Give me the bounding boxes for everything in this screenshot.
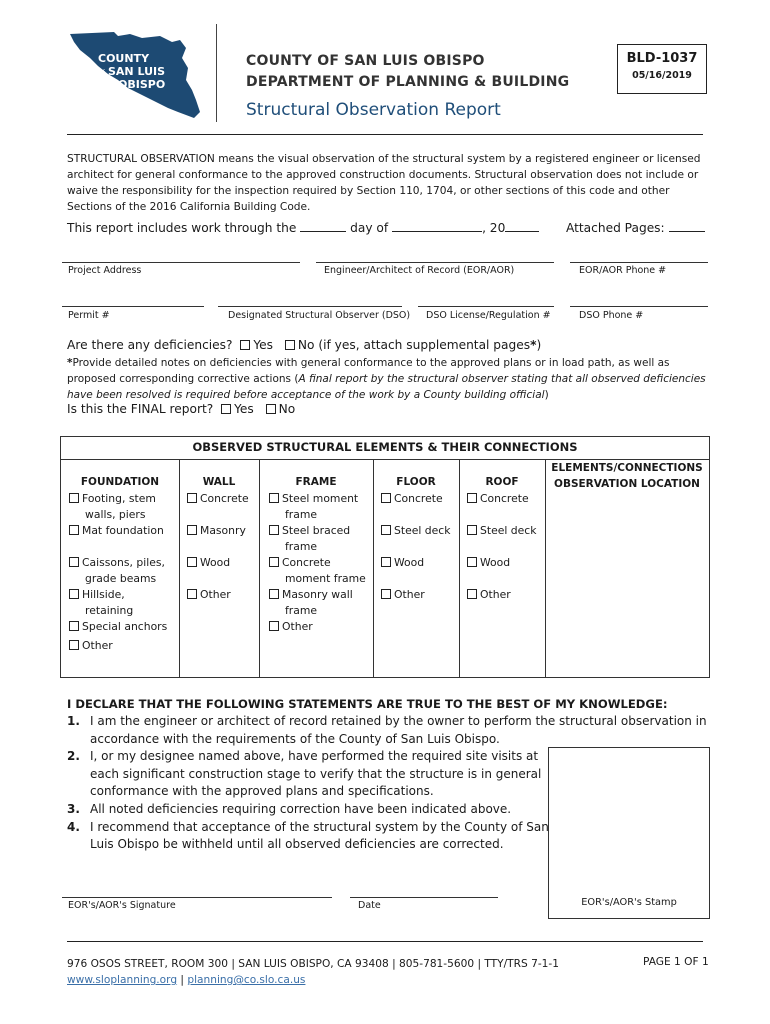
floor-concrete[interactable] xyxy=(381,491,451,507)
form-number: BLD-1037 xyxy=(626,51,698,66)
wall-other[interactable] xyxy=(187,587,249,603)
checkbox[interactable] xyxy=(467,493,477,503)
dso-label: Designated Structural Observer (DSO) xyxy=(228,310,411,321)
website-link[interactable]: www.sloplanning.org xyxy=(67,974,178,986)
footer-links xyxy=(67,972,559,988)
department-name: DEPARTMENT OF PLANNING & BUILDING xyxy=(246,74,570,90)
wall-concrete[interactable] xyxy=(187,491,249,507)
checkbox[interactable] xyxy=(69,589,79,599)
eor-stamp-box[interactable] xyxy=(548,747,710,919)
spacer xyxy=(187,571,249,587)
county-name: COUNTY OF SAN LUIS OBISPO xyxy=(246,53,485,69)
eor-aor-field[interactable] xyxy=(316,262,554,263)
foundation-other[interactable] xyxy=(69,638,167,654)
logo-text-of: of xyxy=(98,69,105,77)
item-text: Luis Obispo be withheld until all observed deficiencies are corrected. xyxy=(90,837,504,852)
spacer xyxy=(467,539,537,555)
declaration-item-1 xyxy=(67,713,707,748)
foundation-special-label: Special anchors xyxy=(82,620,168,633)
roof-concrete-label: Concrete xyxy=(480,492,529,505)
spacer xyxy=(69,539,167,555)
checkbox[interactable] xyxy=(269,589,279,599)
form-date: 05/16/2019 xyxy=(632,70,692,81)
roof-concrete[interactable] xyxy=(467,491,537,507)
checkbox[interactable] xyxy=(187,493,197,503)
final-no-label: No xyxy=(278,402,296,416)
roof-steel-deck-label: Steel deck xyxy=(480,524,537,537)
item-text: each significant construction stage to verify that the structure is in general xyxy=(90,766,542,781)
checkbox[interactable] xyxy=(269,557,279,567)
item-number: 4. xyxy=(67,819,80,834)
roof-wood[interactable] xyxy=(467,555,537,571)
project-address-label: Project Address xyxy=(68,265,142,276)
item-text: I am the engineer or architect of record retained by the owner to perform the structural observation in xyxy=(90,714,707,728)
permit-label: Permit # xyxy=(68,310,110,321)
floor-other[interactable] xyxy=(381,587,451,603)
intro-paragraph: STRUCTURAL OBSERVATION means the visual observation of the structural system by a registered engineer or licensed architect for general conformance to the approved construction documents. Structural observation does not include or waive the responsibility for the inspection required by Section 110, 1704, or other sections of this code and other Sections of the 2016 California Building Code. xyxy=(67,153,701,213)
report-text-1: This report includes work through the xyxy=(67,221,297,235)
wall-wood-label: Wood xyxy=(200,556,231,569)
col-divider-2 xyxy=(259,459,260,677)
final-report-question xyxy=(67,402,295,416)
report-text-3: , 20 xyxy=(482,221,506,235)
frame-concrete-moment-label-2: moment frame xyxy=(285,572,366,585)
header-floor: FLOOR xyxy=(396,476,436,488)
frame-masonry-wall-label-2: frame xyxy=(285,604,318,617)
floor-column xyxy=(381,491,451,603)
foundation-hillside-label: Hillside, xyxy=(82,588,125,601)
report-text-2: day of xyxy=(350,221,389,235)
spacer xyxy=(381,507,451,523)
dso-license-field[interactable] xyxy=(418,306,554,307)
spacer xyxy=(467,507,537,523)
declaration-title: I DECLARE THAT THE FOLLOWING STATEMENTS ARE TRUE TO THE BEST OF MY KNOWLEDGE: xyxy=(67,697,668,711)
deficiencies-no-label: No (if yes, attach supplemental pages xyxy=(297,338,531,352)
page-title: Structural Observation Report xyxy=(246,100,501,120)
floor-steel-deck[interactable] xyxy=(381,523,451,539)
header-location-1: ELEMENTS/CONNECTIONS xyxy=(551,462,703,474)
roof-wood-label: Wood xyxy=(480,556,511,569)
county-logo xyxy=(68,28,202,120)
roof-other-label: Other xyxy=(480,588,511,601)
checkbox[interactable] xyxy=(187,525,197,535)
date-label: Date xyxy=(358,900,381,911)
roof-steel-deck[interactable] xyxy=(467,523,537,539)
foundation-column xyxy=(69,491,167,654)
header-location-2: OBSERVATION LOCATION xyxy=(554,478,700,490)
final-report-label: Is this the FINAL report? xyxy=(67,402,214,416)
attached-label: Attached Pages: xyxy=(566,221,665,235)
foundation-mat-label: Mat foundation xyxy=(82,524,164,537)
foundation-footing[interactable] xyxy=(69,491,167,507)
spacer xyxy=(381,571,451,587)
floor-other-label: Other xyxy=(394,588,425,601)
item-text: accordance with the requirements of the County of San Luis Obispo. xyxy=(90,731,500,746)
foundation-footing-label: Footing, stem xyxy=(82,492,156,505)
footer-rule xyxy=(67,941,703,942)
table-title: OBSERVED STRUCTURAL ELEMENTS & THEIR CONNECTIONS xyxy=(192,440,578,454)
spacer xyxy=(467,571,537,587)
permit-field[interactable] xyxy=(62,306,204,307)
col-divider-3 xyxy=(373,459,374,677)
attached-pages xyxy=(566,219,705,235)
checkbox[interactable] xyxy=(187,557,197,567)
header-wall: WALL xyxy=(202,476,236,488)
checkbox[interactable] xyxy=(269,621,279,631)
item-text: I recommend that acceptance of the structural system by the County of San xyxy=(90,819,549,834)
note-text-italic: A final report by the structural observer stating that all observed deficiencies have been resolved is required before acceptance of the work by a County building official xyxy=(67,373,706,401)
footer-separator: | xyxy=(177,974,188,986)
frame-steel-moment[interactable] xyxy=(269,491,366,507)
eor-phone-label: EOR/AOR Phone # xyxy=(579,265,667,276)
form-id-box xyxy=(617,44,707,94)
foundation-hillside-label-2: retaining xyxy=(85,604,134,617)
floor-wood[interactable] xyxy=(381,555,451,571)
header-foundation: FOUNDATION xyxy=(80,476,160,488)
header-rule xyxy=(67,134,703,135)
logo-text-obispo: OBISPO xyxy=(118,78,166,91)
item-text: All noted deficiencies requiring correction have been indicated above. xyxy=(90,801,512,816)
frame-steel-braced-label: Steel braced xyxy=(282,524,351,537)
final-no-checkbox[interactable] xyxy=(266,404,276,414)
roof-column xyxy=(467,491,537,603)
page-number: PAGE 1 OF 1 xyxy=(643,956,709,968)
checkbox[interactable] xyxy=(381,589,391,599)
header-divider xyxy=(216,24,217,122)
logo-text-san-luis: SAN LUIS xyxy=(108,65,166,78)
spacer xyxy=(381,539,451,555)
email-link[interactable]: planning@co.slo.ca.us xyxy=(187,974,306,986)
roof-other[interactable] xyxy=(467,587,537,603)
final-yes-label: Yes xyxy=(234,402,254,416)
wall-masonry[interactable] xyxy=(187,523,249,539)
logo-text-county: COUNTY xyxy=(98,52,150,65)
item-number: 2. xyxy=(67,749,80,764)
foundation-footing-label-2: walls, piers xyxy=(85,508,146,521)
wall-masonry-label: Masonry xyxy=(200,524,246,537)
frame-steel-moment-label-2: frame xyxy=(285,508,318,521)
signature-label: EOR's/AOR's Signature xyxy=(68,900,176,911)
spacer xyxy=(187,507,249,523)
eor-phone-field[interactable] xyxy=(570,262,708,263)
item-number: 1. xyxy=(67,714,80,728)
footer-address: 976 OSOS STREET, ROOM 300 | SAN LUIS OBISPO, CA 93408 | 805-781-5600 | TTY/TRS 7-1-1 xyxy=(67,958,559,970)
floor-steel-deck-label: Steel deck xyxy=(394,524,451,537)
note-star: * xyxy=(67,357,73,369)
frame-other-label: Other xyxy=(282,620,313,633)
note-text-a: Provide detailed notes on deficiencies with general conformance to the approved plans or in load path, as well as proposed corresponding corrective actions ( xyxy=(67,357,670,385)
floor-wood-label: Wood xyxy=(394,556,425,569)
eor-stamp-label: EOR's/AOR's Stamp xyxy=(581,897,677,908)
observation-location-field[interactable] xyxy=(551,493,703,671)
checkbox[interactable] xyxy=(69,493,79,503)
frame-other[interactable] xyxy=(269,619,366,635)
date-field[interactable] xyxy=(350,897,498,898)
structural-elements-table xyxy=(60,436,710,678)
checkbox[interactable] xyxy=(381,493,391,503)
item-number: 3. xyxy=(67,801,80,816)
deficiencies-close: ) xyxy=(536,338,542,352)
frame-concrete-moment[interactable] xyxy=(269,555,366,571)
foundation-caissons-label: Caissons, piles, xyxy=(82,556,165,569)
header-frame: FRAME xyxy=(295,476,337,488)
header-roof: ROOF xyxy=(485,476,519,488)
footer xyxy=(67,956,559,988)
dso-license-label: DSO License/Regulation # xyxy=(426,310,551,321)
checkbox[interactable] xyxy=(69,525,79,535)
deficiencies-yes-checkbox[interactable] xyxy=(240,340,250,350)
deficiencies-star: * xyxy=(530,338,537,352)
foundation-caissons-label-2: grade beams xyxy=(85,572,157,585)
checkbox[interactable] xyxy=(187,589,197,599)
frame-concrete-moment-label: Concrete xyxy=(282,556,331,569)
col-divider-4 xyxy=(459,459,460,677)
project-address-field[interactable] xyxy=(62,262,300,263)
item-text: conformance with the approved plans and specifications. xyxy=(90,784,434,799)
checkbox[interactable] xyxy=(467,525,477,535)
dso-phone-label: DSO Phone # xyxy=(579,310,644,321)
checkbox[interactable] xyxy=(467,557,477,567)
checkbox[interactable] xyxy=(69,621,79,631)
frame-steel-moment-label: Steel moment xyxy=(282,492,359,505)
frame-column xyxy=(269,491,366,635)
foundation-hillside[interactable] xyxy=(69,587,167,603)
attached-pages-field[interactable] xyxy=(669,219,705,232)
wall-column xyxy=(187,491,249,603)
note-text-b: ) xyxy=(544,389,549,401)
day-field[interactable] xyxy=(300,219,346,232)
foundation-other-label: Other xyxy=(82,639,113,652)
final-yes-checkbox[interactable] xyxy=(221,404,231,414)
wall-wood[interactable] xyxy=(187,555,249,571)
checkbox[interactable] xyxy=(467,589,477,599)
col-divider-1 xyxy=(179,459,180,677)
deficiencies-note xyxy=(67,355,707,403)
deficiencies-yes-label: Yes xyxy=(253,338,274,352)
dso-phone-field[interactable] xyxy=(570,306,708,307)
eor-aor-label: Engineer/Architect of Record (EOR/AOR) xyxy=(324,265,515,276)
wall-concrete-label: Concrete xyxy=(200,492,249,505)
year-field[interactable] xyxy=(505,219,539,232)
dso-field[interactable] xyxy=(218,306,402,307)
foundation-mat[interactable] xyxy=(69,523,167,539)
checkbox[interactable] xyxy=(269,525,279,535)
spacer xyxy=(187,539,249,555)
checkbox[interactable] xyxy=(69,640,79,650)
frame-steel-braced[interactable] xyxy=(269,523,366,539)
deficiencies-no-checkbox[interactable] xyxy=(285,340,295,350)
wall-other-label: Other xyxy=(200,588,231,601)
deficiencies-question xyxy=(67,338,541,352)
header-location xyxy=(545,460,709,492)
foundation-special[interactable] xyxy=(69,619,167,635)
foundation-caissons[interactable] xyxy=(69,555,167,571)
month-field[interactable] xyxy=(392,219,482,232)
item-text: I, or my designee named above, have performed the required site visits at xyxy=(90,749,539,764)
checkbox[interactable] xyxy=(269,493,279,503)
frame-masonry-wall[interactable] xyxy=(269,587,366,603)
report-date-line xyxy=(67,219,539,235)
frame-masonry-wall-label: Masonry wall xyxy=(282,588,353,601)
signature-field[interactable] xyxy=(62,897,332,898)
floor-concrete-label: Concrete xyxy=(394,492,443,505)
frame-steel-braced-label-2: frame xyxy=(285,540,318,553)
checkbox[interactable] xyxy=(69,557,79,567)
deficiencies-label: Are there any deficiencies? xyxy=(67,338,233,352)
checkbox[interactable] xyxy=(381,525,391,535)
checkbox[interactable] xyxy=(381,557,391,567)
